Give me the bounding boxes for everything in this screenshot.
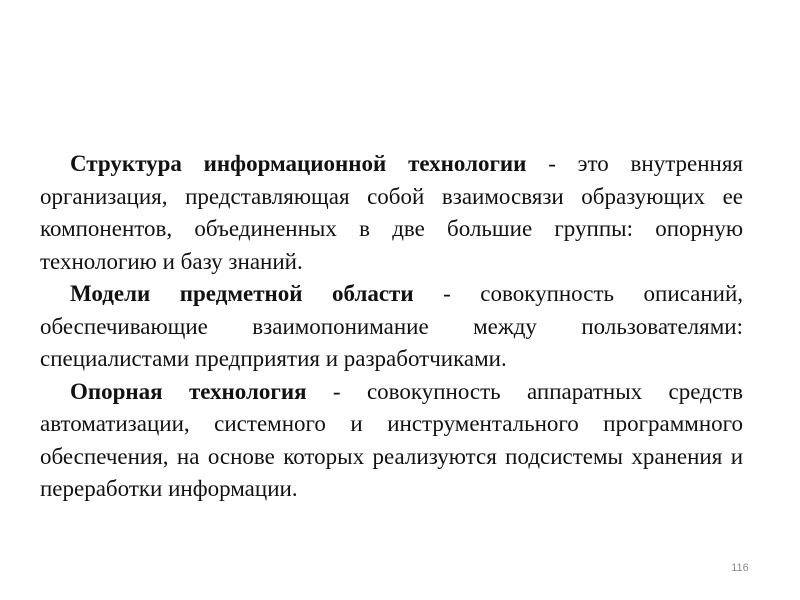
- term-core-technology: Опорная технология: [70, 378, 307, 404]
- term-it-structure: Структура информационной технологии: [70, 151, 527, 176]
- definition-core-technology: - совокупность аппаратных средств автоматизации, системного и инструментального программного обеспечения, на основе которых реализуются подсистемы хранения и переработки информации.: [40, 378, 743, 501]
- definition-it-structure: - это внутренняя организация, представляющая собой взаимосвязи образующих ее компонентов, объединенных в две большие группы: опорную технологию и базу знаний.: [40, 151, 744, 274]
- paragraph-it-structure: [40, 148, 743, 278]
- paragraph-core-technology: [40, 376, 743, 506]
- term-domain-models: Модели предметной области: [70, 281, 414, 306]
- page-number: 116: [731, 562, 749, 574]
- paragraph-domain-models: [40, 278, 743, 376]
- definition-domain-models: - совокупность описаний, обеспечивающие взаимопонимание между пользователями: специалистами предприятия и разработчиками.: [40, 281, 744, 371]
- slide-body-text: [40, 148, 743, 506]
